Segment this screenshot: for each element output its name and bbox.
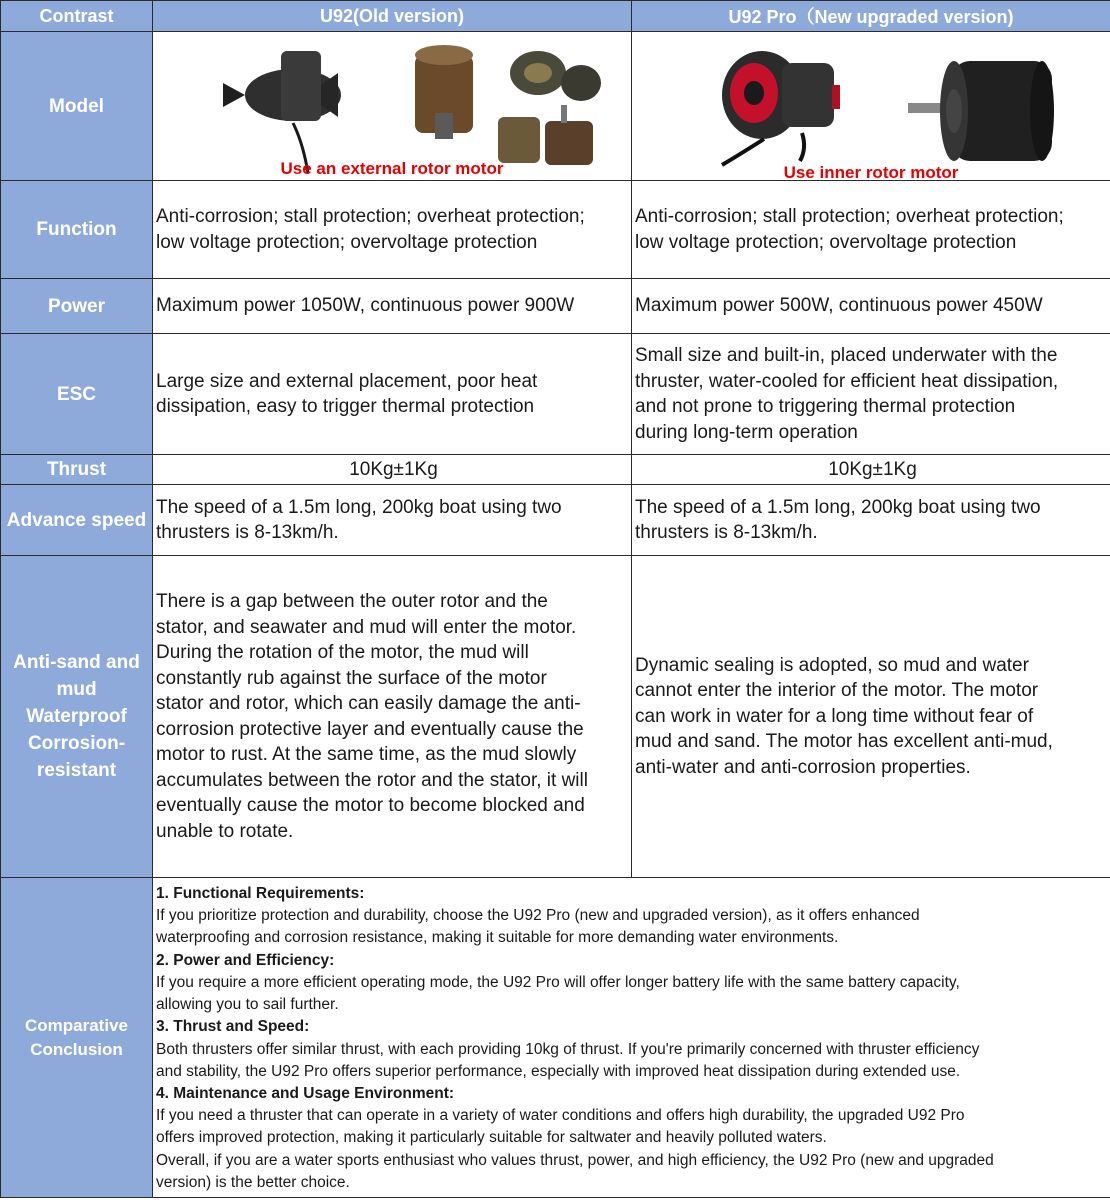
old-motor-caption: Use an external rotor motor [280,158,504,178]
header-contrast: Contrast [1,1,153,32]
new-antisand-line: can work in water for a long time without fear of [635,705,1034,727]
old-motor-photo [153,33,632,180]
new-antisand-line: cannot enter the interior of the motor. The motor [635,680,1039,702]
old-antisand-line: motor to rust. At the same time, as the mud slowly [156,744,577,765]
power-label: Power [1,279,153,334]
new-thruster-image [722,51,840,165]
esc-row [1,334,1110,455]
old-antisand-line: unable to rotate. [156,820,294,842]
old-speed-line: The speed of a 1.5m long, 200kg boat using two [156,496,562,518]
old-esc-line: dissipation, easy to trigger thermal protection [156,396,535,417]
antisand-row [1,556,1110,878]
old-antisand-line: stator and rotor, which can easily damage the anti- [156,693,581,714]
old-antisand-line: corrosion protective layer and eventually cause the [156,718,584,740]
conclusion-heading: 2. Power and Efficiency: [156,951,335,969]
antisand-label-line: Waterproof [26,706,127,727]
old-speed-line: thrusters is 8-13km/h. [156,522,339,543]
old-rotor-parts-image [415,45,601,165]
new-antisand-line: Dynamic sealing is adopted, so mud and water [635,654,1029,676]
conclusion-paragraph: If you prioritize protection and durability, choose the U92 Pro (new and upgraded version), as it offers enhanced [156,907,920,925]
old-model-cell [153,32,632,181]
new-function-line: Anti-corrosion; stall protection; overheat protection; [635,206,1064,227]
old-antisand-line: eventually cause the motor to become blocked and [156,795,585,816]
conclusion-label-line: Comparative [25,1015,128,1035]
new-motor-caption: Use inner rotor motor [783,162,959,182]
conclusion-label-line: Conclusion [30,1039,123,1059]
antisand-label [1,556,153,878]
old-speed-cell [153,485,632,556]
new-antisand-line: anti-water and anti-corrosion properties. [635,756,971,778]
old-antisand-line: accumulates between the rotor and the stator, it will [156,769,588,791]
old-esc-cell [153,334,632,455]
conclusion-paragraph: offers improved protection, making it particularly suitable for saltwater and heavily polluted waters. [156,1129,827,1147]
new-speed-line: thrusters is 8-13km/h. [635,522,818,543]
speed-row [1,485,1110,556]
power-row [1,279,1110,334]
new-thrust-cell: 10Kg±1Kg [632,455,1110,485]
new-motor-photo [632,33,1110,180]
model-label: Model [1,32,153,181]
new-esc-line: and not prone to triggering thermal protection [635,396,1016,417]
function-row [1,181,1110,279]
old-power-cell: Maximum power 1050W, continuous power 900W [153,279,632,334]
old-thrust-cell: 10Kg±1Kg [153,455,632,485]
old-antisand-line: constantly rub against the surface of the motor [156,667,547,689]
conclusion-row [1,878,1110,1198]
new-function-line: low voltage protection; overvoltage protection [635,231,1017,253]
conclusion-paragraph: If you need a thruster that can operate in a variety of water conditions and offers high durability, the upgraded U92 Pro [156,1107,965,1125]
header-row [1,1,1110,32]
conclusion-heading: 4. Maintenance and Usage Environment: [156,1084,455,1102]
conclusion-heading: 3. Thrust and Speed: [156,1018,310,1036]
thrust-label: Thrust [1,455,153,485]
function-label: Function [1,181,153,279]
new-antisand-cell [632,556,1110,878]
new-esc-line: thruster, water-cooled for efficient heat dissipation, [635,370,1059,392]
new-function-cell [632,181,1110,279]
antisand-label-line: Corrosion- [27,733,126,754]
antisand-label-line: resistant [36,760,117,781]
old-antisand-line: During the rotation of the motor, the mud will [156,642,529,663]
new-esc-cell [632,334,1110,455]
old-function-line: Anti-corrosion; stall protection; overheat protection; [156,206,585,227]
new-model-cell [632,32,1110,181]
conclusion-text [153,878,1110,1198]
conclusion-label [1,878,153,1198]
old-thruster-image [223,51,341,173]
speed-label: Advance speed [1,485,153,556]
old-antisand-line: There is a gap between the outer rotor and the [156,591,548,612]
header-old-version: U92(Old version) [153,1,632,32]
model-row [1,32,1110,181]
new-antisand-line: mud and sand. The motor has excellent anti-mud, [635,731,1053,753]
conclusion-paragraph: version) is the better choice. [156,1173,350,1191]
new-power-cell: Maximum power 500W, continuous power 450W [632,279,1110,334]
thrust-row [1,455,1110,485]
old-function-cell [153,181,632,279]
new-speed-cell [632,485,1110,556]
old-esc-line: Large size and external placement, poor heat [156,370,538,392]
conclusion-paragraph: Overall, if you are a water sports enthusiast who values thrust, power, and high efficiency, the U92 Pro (new and upgraded [156,1151,994,1169]
old-antisand-cell [153,556,632,878]
antisand-label-line: Anti-sand and [13,652,140,673]
old-antisand-line: stator, and seawater and mud will enter the motor. [156,616,577,638]
new-esc-line: during long-term operation [635,421,858,443]
conclusion-paragraph: Both thrusters offer similar thrust, with each providing 10kg of thrust. If you're primarily concerned with thruster efficiency [156,1040,980,1058]
conclusion-heading: 1. Functional Requirements: [156,885,365,903]
esc-label: ESC [1,334,153,455]
header-new-version: U92 Pro（New upgraded version) [632,1,1110,32]
antisand-label-line: mud [56,679,97,700]
conclusion-paragraph: and stability, the U92 Pro offers superior performance, especially with improved heat dissipation during extended use. [156,1062,961,1080]
conclusion-paragraph: waterproofing and corrosion resistance, making it suitable for more demanding water environments. [156,929,839,947]
conclusion-paragraph: If you require a more efficient operating mode, the U92 Pro will offer longer battery life with the same battery capacity, [156,973,960,991]
conclusion-paragraph: allowing you to sail further. [156,996,339,1014]
new-speed-line: The speed of a 1.5m long, 200kg boat using two [635,496,1041,518]
new-inner-rotor-motor-image [908,61,1054,161]
old-function-line: low voltage protection; overvoltage protection [156,231,538,253]
new-esc-line: Small size and built-in, placed underwater with the [635,345,1058,366]
